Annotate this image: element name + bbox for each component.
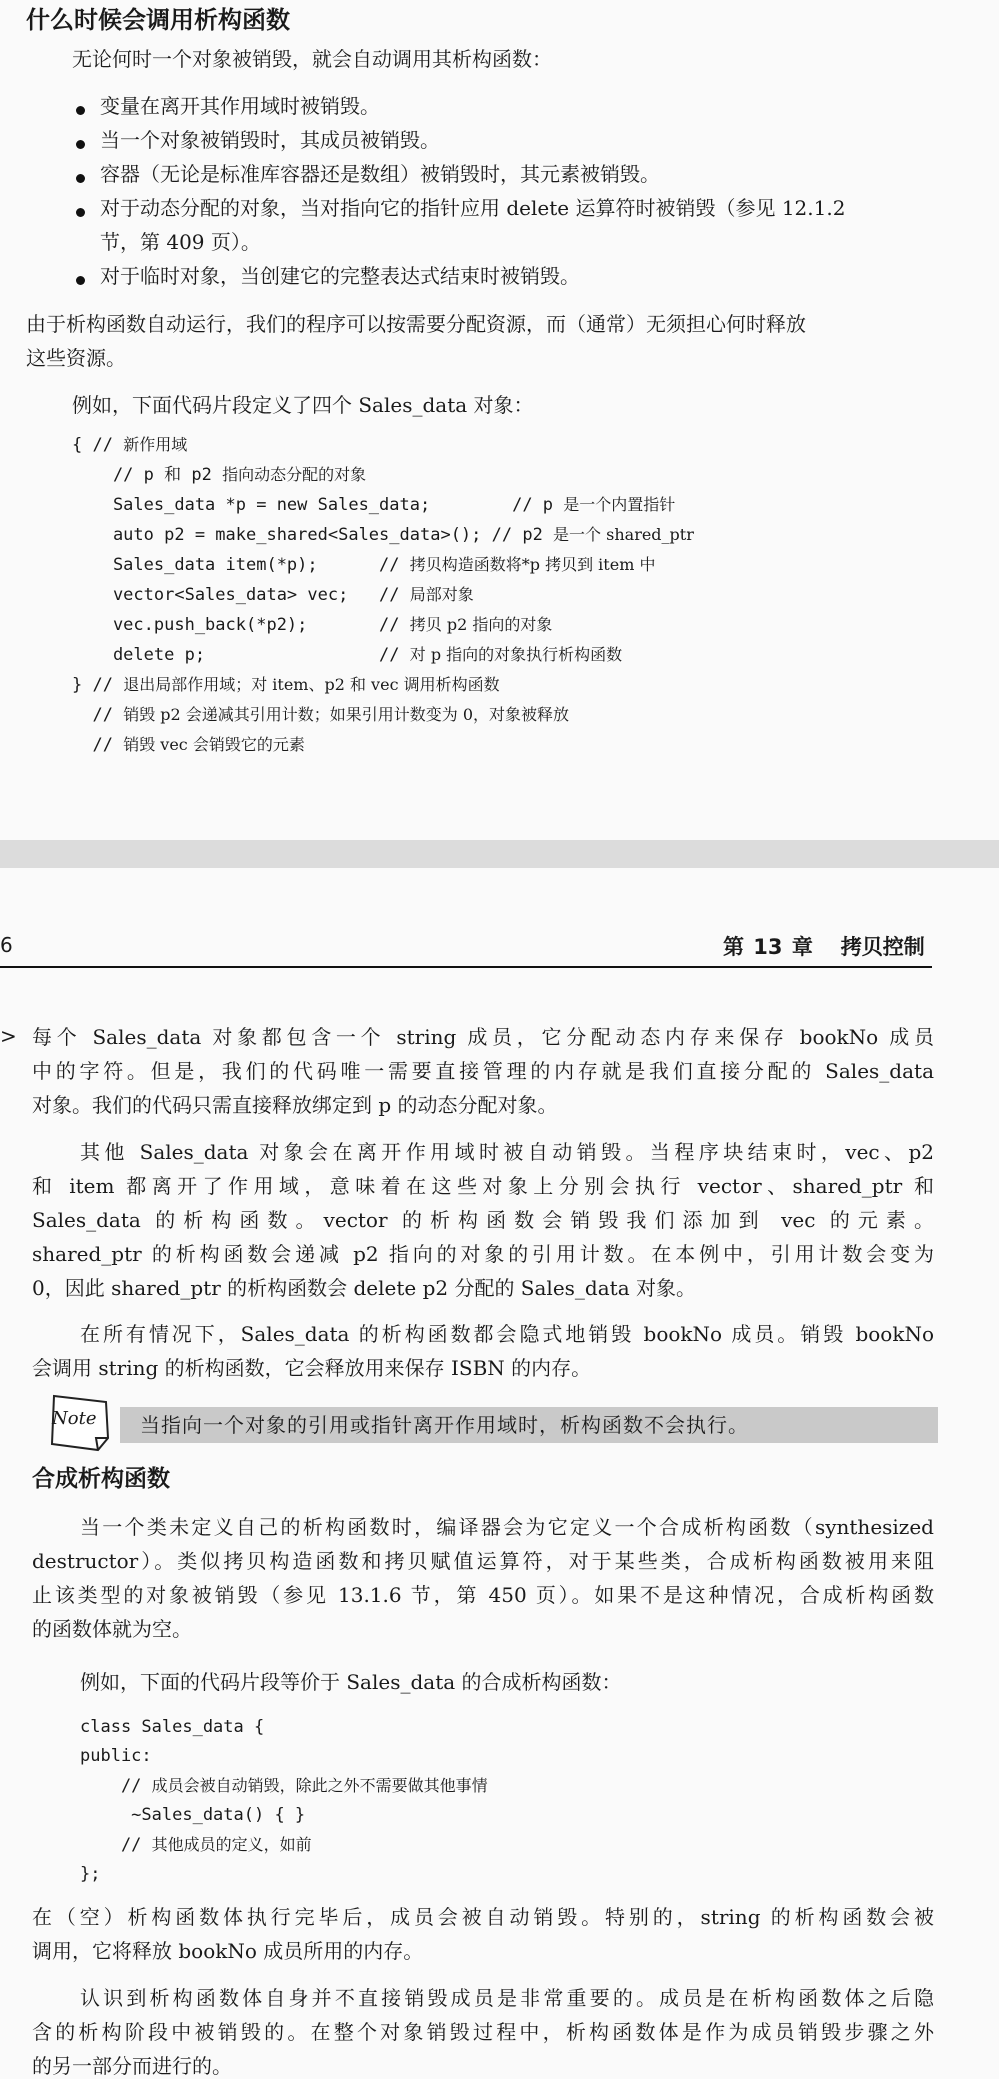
paragraph-line: 这些资源。 [26,346,126,370]
code-line [72,640,694,670]
paragraph-line: 每个 Sales_data 对象都包含一个 string 成员，它分配动态内存来保存 bookNo 成员 [32,1025,934,1049]
code-text: Sales_data *p = new Sales_data; // p [72,495,564,515]
side-arrow-icon: > [0,1024,17,1048]
paragraph-line: 和 item 都离开了作用域，意味着在这些对象上分别会执行 vector、shared_ptr 和 [32,1174,934,1198]
chapter-title: 拷贝控制 [840,935,925,959]
paragraph-line: 中的字符。但是，我们的代码唯一需要直接管理的内存就是我们直接分配的 Sales_data [32,1059,934,1083]
code-text: vec.push_back(*p2); // [72,615,410,635]
code-text: // [72,735,124,755]
code-comment: 销毁 vec 会销毁它的元素 [123,735,305,754]
bullet-dot [76,140,85,149]
code-line [72,610,694,640]
paragraph-line: 在（空）析构函数体执行完毕后，成员会被自动销毁。特别的，string 的析构函数会被 [32,1905,934,1929]
page-top [0,0,999,840]
bullet-item: 当一个对象被销毁时，其成员被销毁。 [100,128,440,152]
note-text: 当指向一个对象的引用或指针离开作用域时，析构函数不会执行。 [140,1413,749,1437]
bullet-item: 变量在离开其作用域时被销毁。 [100,94,380,118]
example-intro: 例如，下面代码片段定义了四个 Sales_data 对象： [72,393,534,417]
paragraph-line: 由于析构函数自动运行，我们的程序可以按需要分配资源，而（通常）无须担心何时释放 [26,312,806,336]
code-text: auto p2 = make_shared<Sales_data>(); // p2 [72,525,554,545]
chapter-number: 第 13 章 [723,935,813,959]
code-comment: 局部对象 [409,585,474,604]
code-comment: 对 p 指向的对象执行析构函数 [409,645,623,664]
paragraph-line: 对象。我们的代码只需直接释放绑定到 p 的动态分配对象。 [32,1093,558,1117]
chapter-header [723,931,925,961]
code-text: // p 和 p2 [72,465,223,485]
code-comment: 成员会被自动销毁，除此之外不需要做其他事情 [151,1776,488,1795]
code-comment: 退出局部作用域；对 item、p2 和 vec 调用析构函数 [123,675,500,694]
code-text: } // [72,675,124,695]
code-line [72,700,694,730]
paragraph-line: 调用，它将释放 bookNo 成员所用的内存。 [32,1939,424,1963]
paragraph-line: shared_ptr 的析构函数会递减 p2 指向的对象的引用计数。在本例中，引用计数会变为 [32,1242,934,1266]
code-line [72,460,694,490]
page-bottom [0,868,999,2079]
code-line [80,1771,488,1801]
bullet-item: 容器（无论是标准库容器还是数组）被销毁时，其元素被销毁。 [100,162,660,186]
code-line [72,550,694,580]
paragraph-line: 其他 Sales_data 对象会在离开作用域时被自动销毁。当程序块结束时，vec、p2 [80,1140,934,1164]
code-line [80,1830,488,1860]
bullet-item: 对于动态分配的对象，当对指向它的指针应用 delete 运算符时被销毁（参见 12.1.2 [100,196,846,220]
paragraph-line: 0，因此 shared_ptr 的析构函数会 delete p2 分配的 Sales_data 对象。 [32,1276,696,1300]
code-line [72,670,694,700]
section-heading: 什么时候会调用析构函数 [26,5,290,34]
code-text: vector<Sales_data> vec; // [72,585,410,605]
paragraph-line: 的函数体就为空。 [32,1617,192,1641]
code-line [72,730,694,760]
code-line [72,490,694,520]
code-text: // [80,1776,152,1796]
bullet-dot [76,276,85,285]
code-text: // [72,705,124,725]
code-block [72,430,694,760]
code-line [72,430,694,460]
code-comment: 拷贝构造函数将*p 拷贝到 item 中 [409,555,656,574]
code-line [80,1713,488,1742]
code-text: public: [80,1746,152,1766]
paragraph-line: 止该类型的对象被销毁（参见 13.1.6 节，第 450 页）。如果不是这种情况，合成析构函数 [32,1583,934,1607]
margin-mark: 6 [0,933,13,957]
intro-paragraph: 无论何时一个对象被销毁，就会自动调用其析构函数： [72,47,552,71]
bullet-dot [76,208,85,217]
code-comment: 是一个 shared_ptr [553,525,694,544]
code-comment: 销毁 p2 会递减其引用计数；如果引用计数变为 0，对象被释放 [123,705,570,724]
bullet-dot [76,106,85,115]
code-comment: 拷贝 p2 指向的对象 [409,615,553,634]
code-line [80,1742,488,1771]
bullet-item-continuation: 节，第 409 页）。 [100,230,261,254]
code-text: { // [72,435,124,455]
example-intro: 例如，下面的代码片段等价于 Sales_data 的合成析构函数： [80,1670,622,1694]
code-comment: 新作用域 [123,435,188,454]
code-line [80,1860,488,1889]
paragraph-line: 的另一部分而进行的。 [32,2054,232,2078]
code-text: }; [80,1864,101,1884]
code-comment: 是一个内置指针 [563,495,676,514]
code-line [72,520,694,550]
bullet-item: 对于临时对象，当创建它的完整表达式结束时被销毁。 [100,264,580,288]
code-text: class Sales_data { [80,1717,265,1737]
code-block [80,1713,488,1889]
code-line [80,1801,488,1830]
code-text: Sales_data item(*p); // [72,555,410,575]
code-text: ~Sales_data() { } [80,1805,306,1825]
paragraph-line: 在所有情况下，Sales_data 的析构函数都会隐式地销毁 bookNo 成员。销毁 bookNo [80,1322,934,1346]
code-comment: 其他成员的定义，如前 [151,1835,312,1854]
paragraph-line: destructor）。类似拷贝构造函数和拷贝赋值运算符，对于某些类，合成析构函数被用来阻 [32,1549,934,1573]
paragraph-line: Sales_data 的析构函数。vector 的析构函数会销毁我们添加到 vec 的元素。 [32,1208,934,1232]
code-text: delete p; // [72,645,410,665]
paragraph-line: 当一个类未定义自己的析构函数时，编译器会为它定义一个合成析构函数（synthesized [80,1515,934,1539]
note-label: Note [52,1408,97,1429]
code-line [72,580,694,610]
bullet-dot [76,174,85,183]
code-text: // [80,1835,152,1855]
paragraph-line: 认识到析构函数体自身并不直接销毁成员是非常重要的。成员是在析构函数体之后隐 [80,1986,934,2010]
header-rule [0,966,932,968]
code-comment: 指向动态分配的对象 [222,465,367,484]
paragraph-line: 会调用 string 的析构函数，它会释放用来保存 ISBN 的内存。 [32,1356,592,1380]
section-heading: 合成析构函数 [32,1466,170,1492]
paragraph-line: 含的析构阶段中被销毁的。在整个对象销毁过程中，析构函数体是作为成员销毁步骤之外 [32,2020,934,2044]
